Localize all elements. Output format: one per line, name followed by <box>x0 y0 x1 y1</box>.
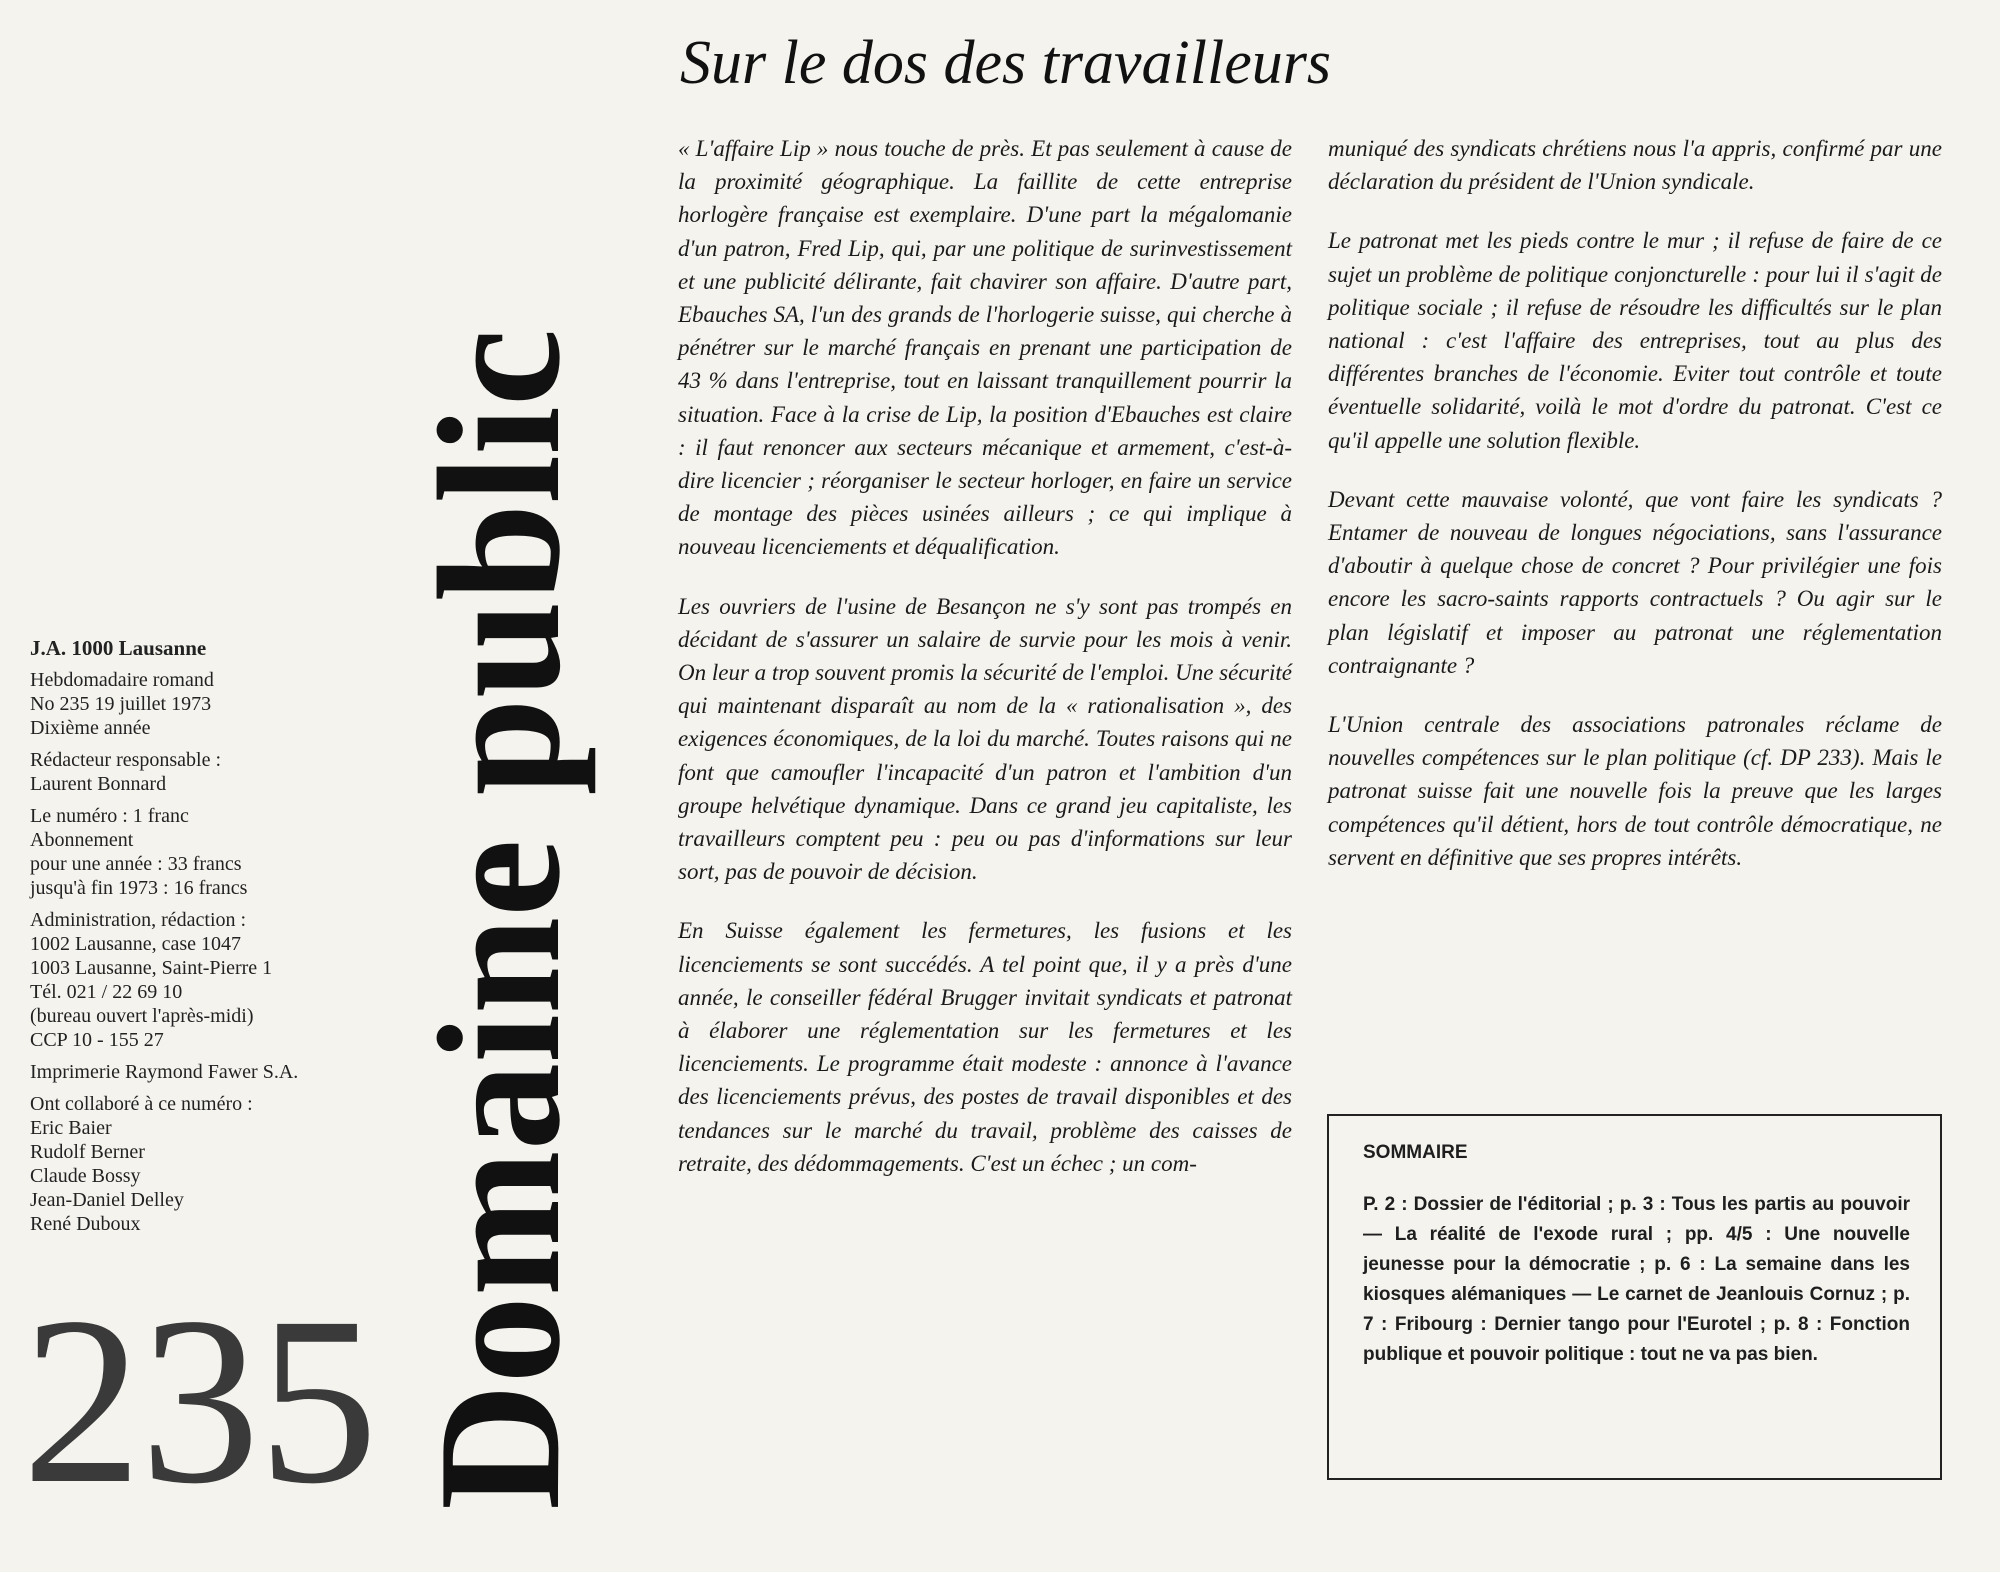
paragraph: Le patronat met les pieds contre le mur ; il refuse de faire de ce sujet un problème de politique conjoncturelle : pour lui il s'agit de politique sociale ; il refuse de résoudre les difficultés sur le plan national : c'est l'affaire des entreprises, tout au plus des différentes branches de l'économie. Eviter tout contrôle et toute éventuelle solidarité, voilà le mot d'ordre du patronat. C'est ce qu'il appelle une solution flexible. <box>1328 228 1942 453</box>
info-line: pour une année : 33 francs <box>30 853 242 875</box>
info-line: Jean-Daniel Delley <box>30 1189 184 1211</box>
info-line: Rudolf Berner <box>30 1141 145 1163</box>
issue-number: 235 <box>22 1267 376 1533</box>
publication-info-lines <box>30 668 400 1236</box>
info-line: 1002 Lausanne, case 1047 <box>30 933 242 955</box>
spacer <box>30 796 400 804</box>
sommaire-heading: SOMMAIRE <box>1363 1142 1468 1163</box>
article-column-1 <box>678 132 1292 1206</box>
paragraph: Les ouvriers de l'usine de Besançon ne s'y sont pas trompés en décidant de s'assurer un salaire de survie pour les mois à venir. On leur a trop souvent promis la sécurité de l'emploi. Une sécurité qui maintenant disparaît au nom de la « rationalisation », des exigences économiques, de la loi du marché. Toutes raisons qui ne font que camoufler l'incapacité d'un patron et l'ambition d'un groupe helvétique dynamique. Dans ce grand jeu capitaliste, les travailleurs comptent peu : peu ou pas d'informations sur leur sort, pas de pouvoir de décision. <box>678 593 1292 885</box>
info-line: (bureau ouvert l'après-midi) <box>30 1005 254 1027</box>
info-line: Dixième année <box>30 717 151 739</box>
info-line: 1003 Lausanne, Saint-Pierre 1 <box>30 957 273 979</box>
info-line: CCP 10 - 155 27 <box>30 1029 164 1051</box>
info-line: No 235 19 juillet 1973 <box>30 693 212 715</box>
paragraph: Devant cette mauvaise volonté, que vont faire les syndicats ? Entamer de nouveau de longues négociations, sans l'assurance d'aboutir à quelque chose de concret ? Pour privilégier une fois encore les sacro-saints rapports contractuels ? Ou agir sur le plan législatif et imposer au patronat une réglementation contraignante ? <box>1328 486 1942 678</box>
info-line: Hebdomadaire romand <box>30 669 214 691</box>
info-line: jusqu'à fin 1973 : 16 francs <box>30 877 248 899</box>
paragraph: « L'affaire Lip » nous touche de près. Et pas seulement à cause de la proximité géographique. La faillite de cette entreprise horlogère française est exemplaire. D'une part la mégalomanie d'un patron, Fred Lip, qui, par une politique de surinvestissement et une publicité délirante, fait chavirer son affaire. D'autre part, Ebauches SA, l'un des grands de l'horlogerie suisse, qui cherche à pénétrer sur le marché français en prenant une participation de 43 % dans l'entreprise, tout en laissant tranquillement pourrir la situation. Face à la crise de Lip, la position d'Ebauches est claire : il faut renoncer aux secteurs mécanique et armement, c'est-à-dire licencier ; réorganiser le secteur horloger, en faire un service de montage des pièces usinées ailleurs ; ce qui implique à nouveau licenciements et déqualification. <box>678 136 1292 560</box>
paragraph: muniqué des syndicats chrétiens nous l'a appris, confirmé par une déclaration du président de l'Union syndicale. <box>1328 136 1942 195</box>
spacer <box>30 1084 400 1092</box>
info-line: Eric Baier <box>30 1117 112 1139</box>
sommaire-body: P. 2 : Dossier de l'éditorial ; p. 3 : Tous les partis au pouvoir — La réalité de l'exode rural ; pp. 4/5 : Une nouvelle jeunesse pour la démocratie ; p. 6 : La semaine dans les kiosques alémaniques — Le carnet de Jeanlouis Cornuz ; p. 7 : Fribourg : Dernier tango pour l'Eurotel ; p. 8 : Fonction publique et pouvoir politique : tout ne va pas bien. <box>1363 1194 1910 1365</box>
spacer <box>30 1052 400 1060</box>
paragraph: L'Union centrale des associations patronales réclame de nouvelles compétences sur le plan politique (cf. DP 233). Mais le patronat suisse fait une nouvelle fois la preuve que les larges compétences qu'il détient, hors de tout contrôle démocratique, ne servent en définitive que ses propres intérêts. <box>1328 712 1942 870</box>
publication-info <box>30 636 400 1236</box>
info-line: René Duboux <box>30 1213 141 1235</box>
article-column-2 <box>1328 132 1942 900</box>
info-line: Ont collaboré à ce numéro : <box>30 1093 253 1115</box>
info-line: Laurent Bonnard <box>30 773 167 795</box>
info-line: Abonnement <box>30 829 134 851</box>
paragraph: En Suisse également les fermetures, les fusions et les licenciements se sont succédés. A tel point que, il y a près d'une année, le conseiller fédéral Brugger invitait syndicats et patronat à élaborer une réglementation sur les fermetures et les licenciements. Le programme était modeste : annonce à l'avance des licenciements prévus, des postes de travail disponibles et des tendances sur le marché du travail, problème des caisses de retraite, des dédommagements. C'est un échec ; un com- <box>678 918 1292 1176</box>
info-line: Claude Bossy <box>30 1165 141 1187</box>
info-line: Rédacteur responsable : <box>30 749 222 771</box>
info-line: Imprimerie Raymond Fawer S.A. <box>30 1061 299 1083</box>
postal-header: J.A. 1000 Lausanne <box>30 636 207 660</box>
masthead: Domaine public <box>402 328 596 1510</box>
info-line: Administration, rédaction : <box>30 909 247 931</box>
info-line: Tél. 021 / 22 69 10 <box>30 981 183 1003</box>
info-line: Le numéro : 1 franc <box>30 805 189 827</box>
article-title: Sur le dos des travailleurs <box>680 29 1331 97</box>
table-of-contents-box <box>1327 1114 1942 1480</box>
spacer <box>30 900 400 908</box>
spacer <box>30 740 400 748</box>
